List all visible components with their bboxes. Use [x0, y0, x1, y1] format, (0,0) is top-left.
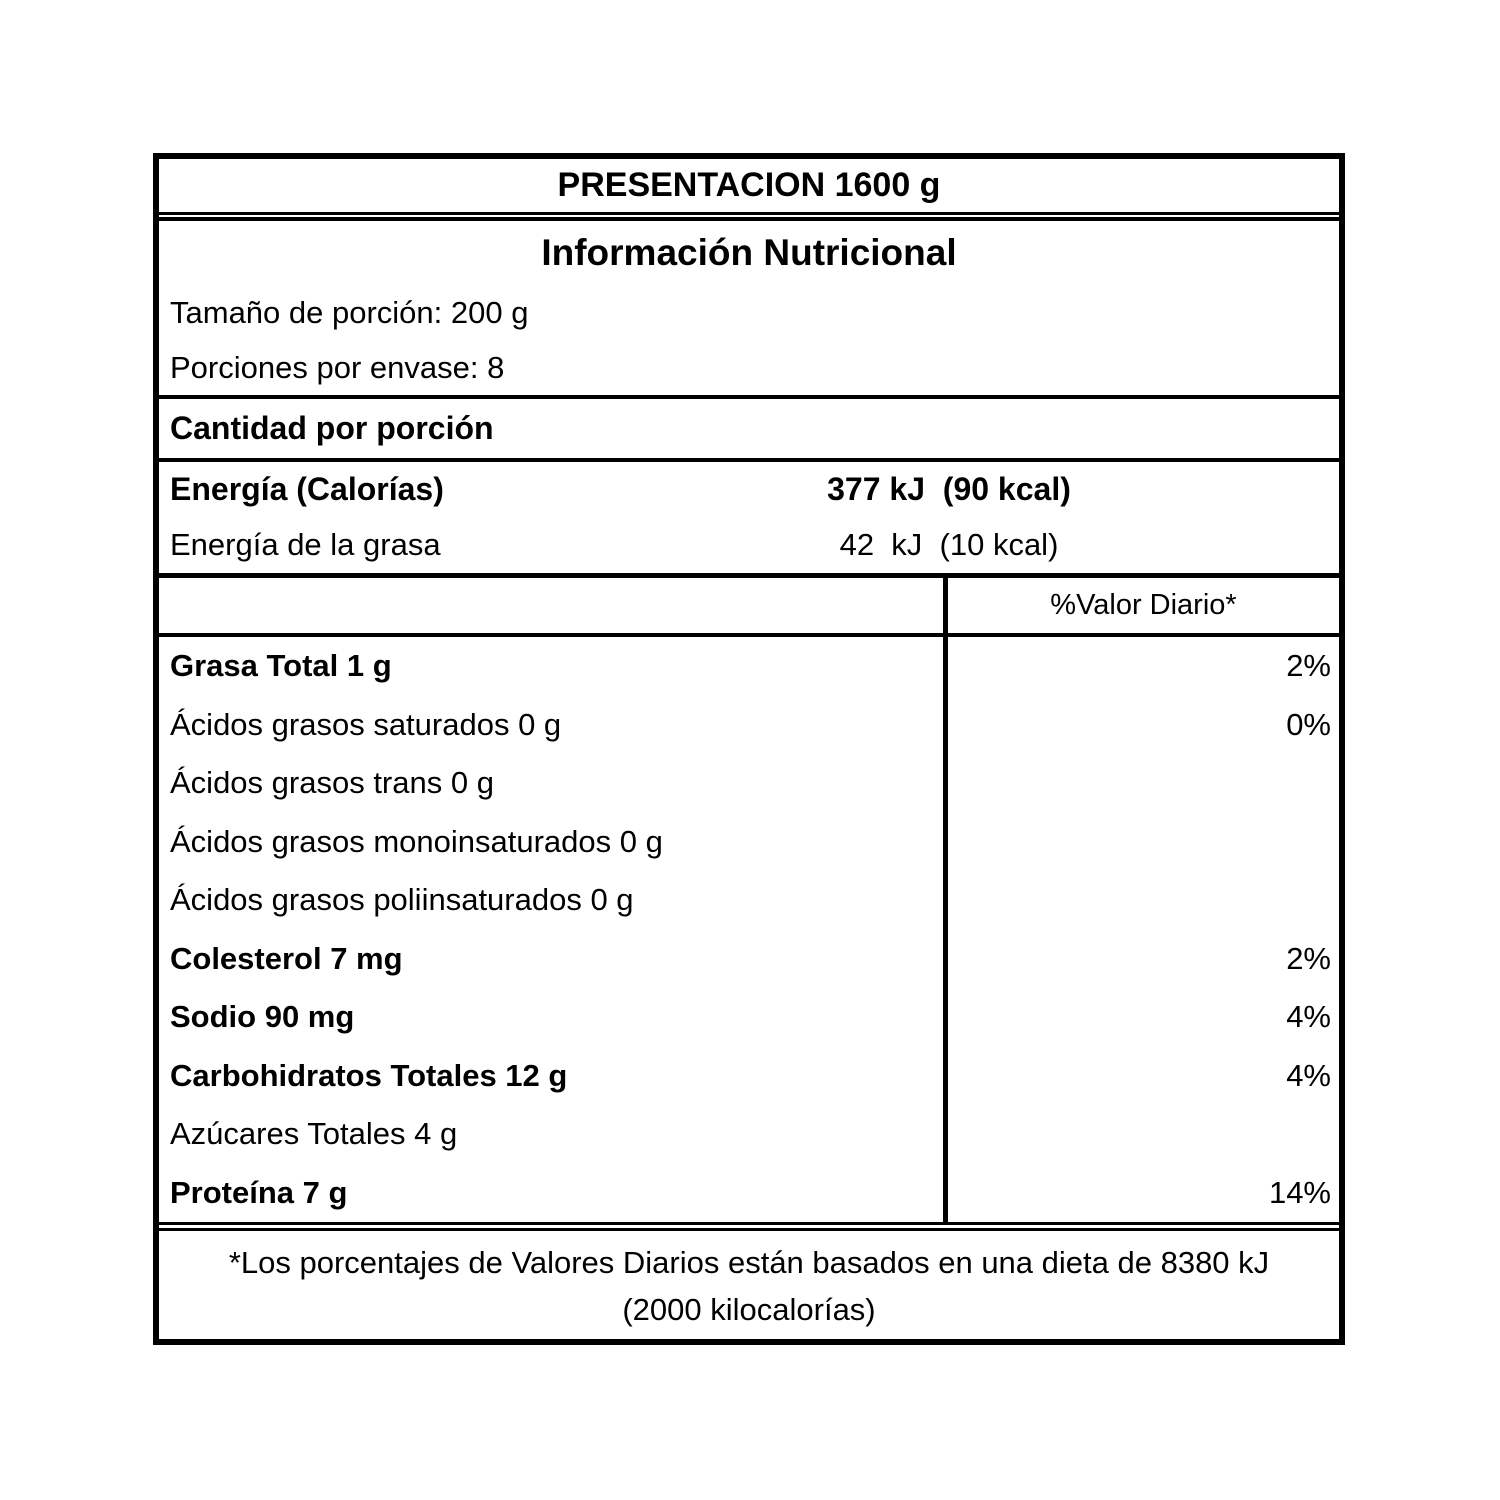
nutrient-name: Ácidos grasos trans 0 g: [170, 765, 494, 801]
nutrient-row-grasos-monoinsaturados: [159, 813, 1339, 872]
energy-calories-value: 377 kJ (90 kcal): [827, 471, 1071, 507]
nutrient-name: Ácidos grasos poliinsaturados 0 g: [170, 882, 634, 918]
nutrient-pct: 4%: [1286, 999, 1331, 1035]
nutrient-name: Ácidos grasos monoinsaturados 0 g: [170, 823, 663, 859]
nutrient-pct: 14%: [1268, 1174, 1331, 1210]
nutrient-name: Colesterol 7 mg: [170, 940, 403, 976]
nutrient-row-grasa-total: [159, 637, 1339, 696]
nutrient-row-proteina: [159, 1164, 1339, 1223]
daily-value-header-row: [159, 578, 1339, 637]
daily-value-header-text: %Valor Diario*: [1050, 589, 1237, 621]
nutrient-name: Azúcares Totales 4 g: [170, 1116, 458, 1152]
energy-fat-value: 42 kJ (10 kcal): [839, 526, 1059, 562]
nutrient-row-carbohidratos: [159, 1047, 1339, 1106]
nutrient-row-grasos-saturados: [159, 696, 1339, 755]
servings-per-container-line: Porciones por envase: 8: [170, 350, 505, 385]
serving-size-line: Tamaño de porción: 200 g: [170, 295, 529, 330]
amount-per-serving-row: [159, 399, 1339, 462]
energy-section: [159, 462, 1339, 578]
percent-column-divider: [943, 578, 948, 1225]
nutrient-name: Grasa Total 1 g: [170, 648, 392, 684]
energy-fat-row: [159, 517, 1339, 572]
nutrient-row-sodio: [159, 988, 1339, 1047]
nutrient-name: Proteína 7 g: [170, 1174, 348, 1210]
presentation-header: [159, 159, 1339, 215]
energy-calories-row: [159, 462, 1339, 517]
nutrient-pct: 4%: [1286, 1057, 1331, 1093]
label-title: Información Nutricional: [541, 232, 957, 273]
nutrition-label: [153, 153, 1345, 1345]
nutrient-name: Sodio 90 mg: [170, 999, 355, 1035]
footnote-section: [159, 1228, 1339, 1339]
amount-per-serving-text: Cantidad por porción: [170, 410, 494, 446]
nutrient-row-grasos-poliinsaturados: [159, 871, 1339, 930]
footnote-line-2: (2000 kilocalorías): [622, 1292, 876, 1327]
nutrient-row-colesterol: [159, 930, 1339, 989]
nutrient-row-azucares: [159, 1105, 1339, 1164]
daily-value-header-empty-cell: [159, 578, 948, 633]
nutrient-name: Carbohidratos Totales 12 g: [170, 1057, 568, 1093]
nutrient-name: Ácidos grasos saturados 0 g: [170, 706, 562, 742]
nutrient-pct: 0%: [1286, 706, 1331, 742]
energy-calories-name: Energía (Calorías): [170, 471, 444, 507]
nutrient-table: [159, 637, 1339, 1225]
serving-info-section: [159, 217, 1339, 399]
energy-fat-name: Energía de la grasa: [170, 526, 441, 562]
nutrient-pct: 2%: [1286, 940, 1331, 976]
nutrient-row-grasos-trans: [159, 754, 1339, 813]
presentation-text: PRESENTACION 1600 g: [557, 166, 941, 204]
nutrient-pct: 2%: [1286, 648, 1331, 684]
footnote-line-1: *Los porcentajes de Valores Diarios están basados en una dieta de 8380 kJ: [228, 1245, 1270, 1280]
